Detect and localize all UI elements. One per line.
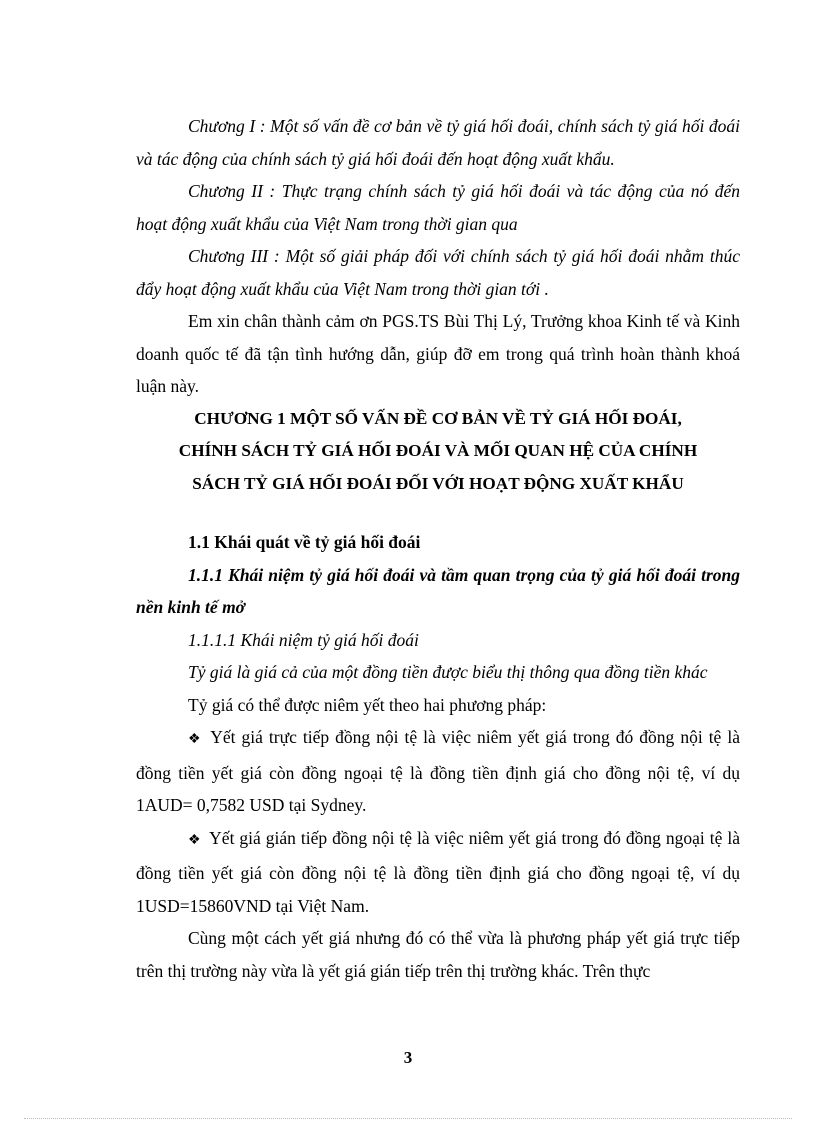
spacer [136,500,740,526]
chapter-heading [136,403,740,501]
page-number: 3 [403,1048,413,1067]
acknowledgement-paragraph: Em xin chân thành cảm ơn PGS.TS Bùi Thị Lý, Trưởng khoa Kinh tế và Kinh doanh quốc tế đã tận tình hướng dẫn, giúp đỡ em trong quá trình hoàn thành khoá luận này. [136,311,740,396]
section-heading-1-1-1-1: 1.1.1.1 Khái niệm tỷ giá hối đoái [188,629,419,650]
methods-intro: Tỷ giá có thể được niêm yết theo hai phương pháp: [188,694,547,715]
page-bottom-divider [24,1118,792,1119]
diamond-bullet-icon: ❖ [188,832,202,848]
chapter-heading-line-1: CHƯƠNG 1 MỘT SỐ VẤN ĐỀ CƠ BẢN VỀ TỶ GIÁ HỐI ĐOÁI, [194,408,682,428]
bullet-text: Yết giá trực tiếp đồng nội tệ là việc niêm yết giá trong đó đồng nội tệ là đồng tiền yết giá còn đồng ngoại tệ là đồng tiền định giá cho đồng nội tệ, ví dụ 1AUD= 0,7582 USD tại Sydney. [136,727,740,815]
bullet-text: Yết giá gián tiếp đồng nội tệ là việc niêm yết giá trong đó đồng ngoại tệ là đồng tiền yết giá còn đồng nội tệ là đồng tiền định giá cho đồng ngoại tệ, ví dụ 1USD=15860VND tại Việt Nam. [136,827,740,916]
chapter-heading-line-3: SÁCH TỶ GIÁ HỐI ĐOÁI ĐỐI VỚI HOẠT ĐỘNG XUẤT KHẨU [192,473,684,493]
page-body [136,110,740,987]
chapter-heading-line-2: CHÍNH SÁCH TỶ GIÁ HỐI ĐOÁI VÀ MỐI QUAN HỆ CỦA CHÍNH [178,441,698,460]
chapter-2-summary: Chương II : Thực trạng chính sách tỷ giá hối đoái và tác động của nó đến hoạt động xuất khẩu của Việt Nam trong thời gian qua [136,181,740,234]
definition-paragraph: Tỷ giá là giá cả của một đồng tiền được biểu thị thông qua đồng tiền khác [188,662,708,682]
diamond-bullet-icon: ❖ [188,732,203,747]
chapter-3-summary: Chương III : Một số giải pháp đối với chính sách tỷ giá hối đoái nhằm thúc đẩy hoạt động xuất khẩu của Việt Nam trong thời gian tới . [136,246,740,299]
section-heading-1-1: 1.1 Khái quát về tỷ giá hối đoái [188,532,421,552]
section-heading-1-1-1: 1.1.1 Khái niệm tỷ giá hối đoái và tầm quan trọng của tỷ giá hối đoái trong nền kinh tế mở [136,564,740,617]
bullet-direct-quote [136,721,740,822]
closing-paragraph: Cùng một cách yết giá nhưng đó có thể vừa là phương pháp yết giá trực tiếp trên thị trường này vừa là yết giá gián tiếp trên thị trường khác. Trên thực [136,928,740,981]
bullet-indirect-quote [136,822,740,923]
chapter-1-summary: Chương I : Một số vấn đề cơ bản về tỷ giá hối đoái, chính sách tỷ giá hối đoái và tác động của chính sách tỷ giá hối đoái đến hoạt động xuất khẩu. [136,116,740,169]
